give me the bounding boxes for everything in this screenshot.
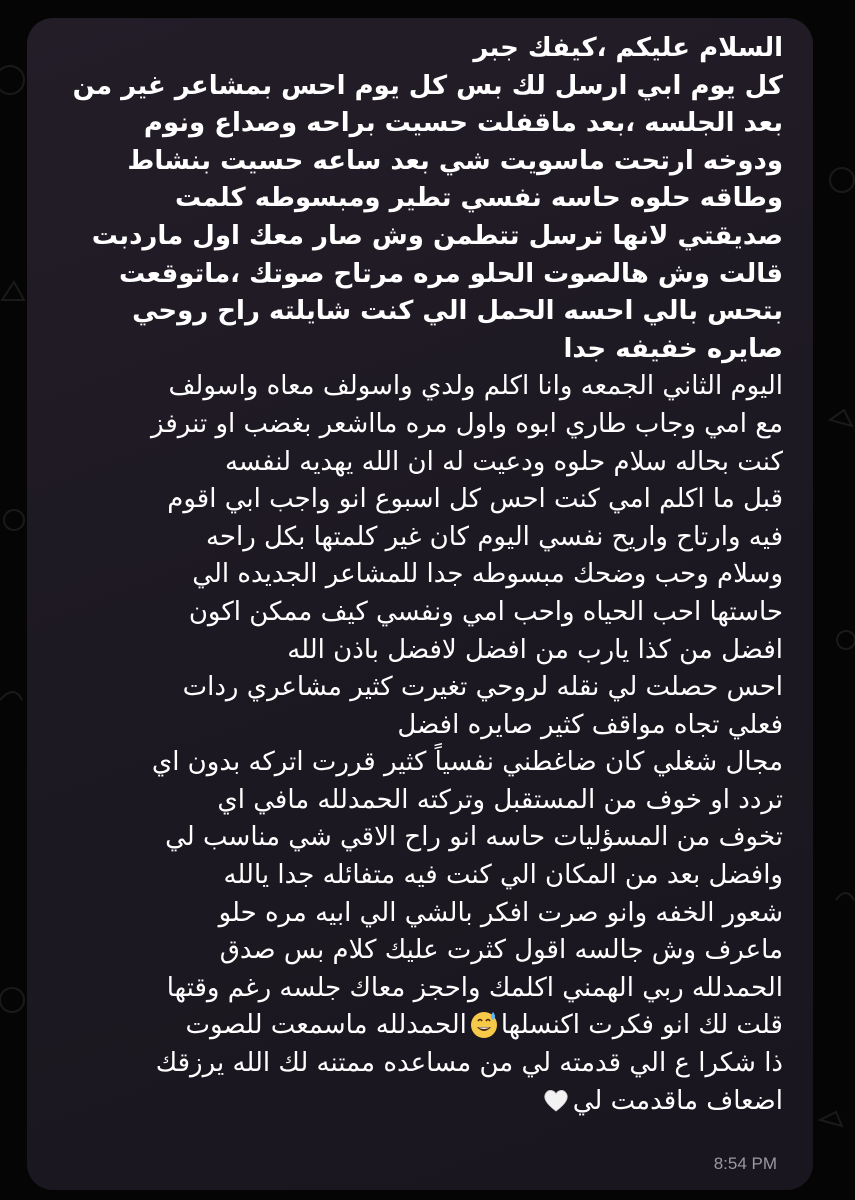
message-line: فيه وارتاح واريح نفسي اليوم كان غير كلمتها بكل راحه bbox=[205, 521, 783, 552]
message-line: ماعرف وش جالسه اقول كثرت عليك كلام بس صدق bbox=[219, 935, 783, 966]
message-line: مجال شغلي كان ضاغطني نفسياً كثير قررت اتركه بدون اي bbox=[151, 747, 783, 778]
message-line-part: قلت لك انو فكرت اكنسلها bbox=[500, 1010, 783, 1041]
message-timestamp: 8:54 PM bbox=[713, 1154, 777, 1173]
message-line: حاستها احب الحياه واحب امي ونفسي كيف ممكن اكون bbox=[188, 596, 783, 627]
grinning-sweat-emoji bbox=[469, 1009, 499, 1039]
message-line: وافضل بعد من المكان الي كنت فيه متفائله جدا يالله bbox=[223, 860, 783, 891]
message-line-part: الحمدلله ماسمعت للصوت bbox=[185, 1010, 467, 1041]
message-line: صديقتي لانها ترسل تتطمن وش صار معك اول ماردبت bbox=[91, 220, 783, 251]
message-line-part: اضعاف ماقدمت لي bbox=[572, 1085, 783, 1116]
message-line bbox=[61, 1083, 783, 1121]
message-line: ودوخه ارتحت ماسويت شي بعد ساعه حسيت بنشاط bbox=[127, 145, 783, 176]
message-line: اليوم الثاني الجمعه وانا اكلم ولدي واسولف معاه واسولف bbox=[168, 371, 783, 402]
message-line: تخوف من المسؤليات حاسه انو راح الاقي شي مناسب لي bbox=[165, 822, 783, 853]
message-line: السلام عليكم ،كيفك جبر bbox=[473, 33, 783, 63]
message-line: شعور الخفه وانو صرت افكر بالشي الي ابيه مره حلو bbox=[218, 897, 783, 928]
message-line: الحمدلله ربي الهمني اكلمك واحجز معاك جلسه رغم وقتها bbox=[166, 972, 783, 1003]
message-line: بعد الجلسه ،بعد ماقفلت حسيت براحه وصداع ونوم bbox=[143, 108, 783, 139]
message-line: كنت بحاله سلام حلوه ودعيت له ان الله يهديه لنفسه bbox=[224, 446, 783, 477]
message-line: وطاقه حلوه حاسه نفسي تطير ومبسوطه كلمت bbox=[174, 183, 783, 214]
message-line: بتحس بالي احسه الحمل الي كنت شايلته راح روحي bbox=[132, 296, 783, 327]
message-line: احس حصلت لي نقله لروحي تغيرت كثير مشاعري ردات bbox=[182, 672, 783, 703]
message-line: وسلام وحب وضحك مبسوطه جدا للمشاعر الجديده الي bbox=[192, 559, 783, 590]
message-bubble[interactable] bbox=[27, 18, 813, 1190]
message-line: صايره خفيفه جدا bbox=[563, 333, 783, 364]
message-line: فعلي تجاه مواقف كثير صايره افضل bbox=[397, 709, 783, 740]
message-line: قالت وش هالصوت الحلو مره مرتاح صوتك ،ماتوقعت bbox=[119, 258, 783, 289]
message-line: افضل من كذا يارب من افضل لافضل باذن الله bbox=[287, 634, 783, 665]
message-line: قبل ما اكلم امي كنت احس كل اسبوع انو واجب ابي اقوم bbox=[167, 484, 783, 515]
white-heart-emoji bbox=[541, 1085, 571, 1115]
message-line: مع امي وجاب طاري ابوه واول مره مااشعر بغضب او تنرفز bbox=[151, 408, 783, 439]
message-line bbox=[61, 1007, 783, 1045]
message-text bbox=[61, 30, 783, 1120]
message-line: كل يوم ابي ارسل لك بس كل يوم احس بمشاعر غير من bbox=[72, 70, 783, 101]
message-line: ذا شكرا ع الي قدمته لي من مساعده ممتنه لك الله يرزقك bbox=[155, 1048, 783, 1079]
message-line: تردد او خوف من المستقبل وتركته الحمدلله مافي اي bbox=[217, 784, 783, 815]
